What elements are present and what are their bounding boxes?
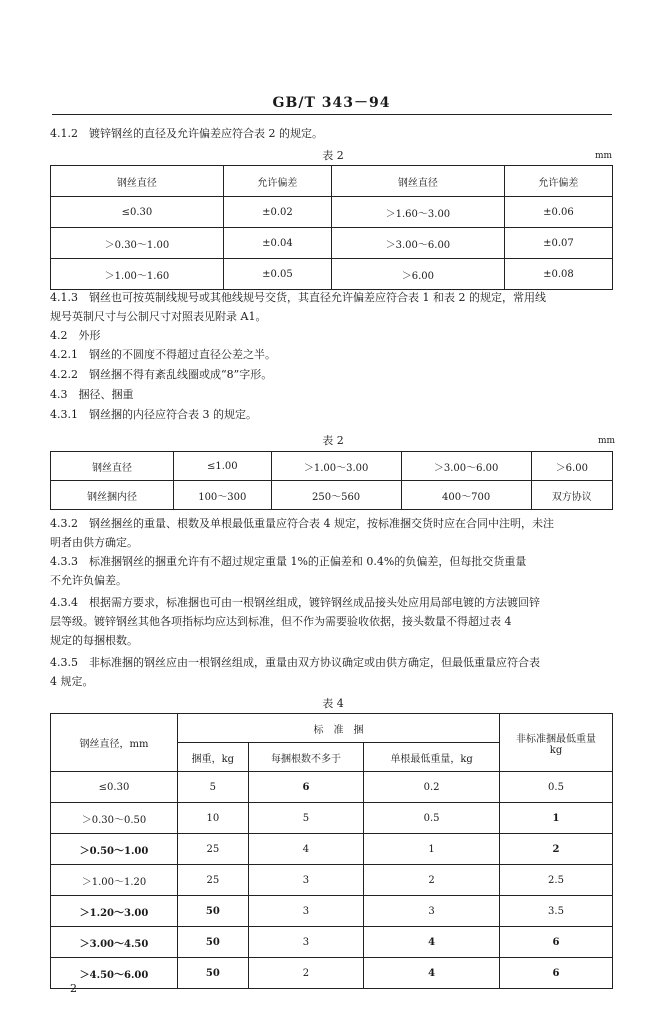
table-cell: 3 <box>364 896 500 927</box>
clause-4-3-1: 4.3.1 钢丝捆的内径应符合表 3 的规定。 <box>50 408 257 421</box>
table-cell: 25 <box>178 834 249 865</box>
clause-4-3-4-line1: 4.3.4 根据需方要求，标准捆也可由一根钢丝组成，镀锌钢丝成品接头处应用局部电镀的方法镀回锌 <box>50 596 540 609</box>
table-cell: 0.2 <box>364 772 500 803</box>
table-cell: ＞1.00～3.00 <box>271 452 401 481</box>
table-cell: ±0.07 <box>504 228 612 259</box>
table-cell: 2 <box>500 834 613 865</box>
table-3 <box>50 451 613 510</box>
clause-4-3-3-line1: 4.3.3 标准捆钢丝的捆重允许有不超过规定重量 1%的正偏差和 0.4%的负偏差，但每批交货重量 <box>50 555 527 568</box>
table-cell: 双方协议 <box>531 481 612 510</box>
table-cell: ±0.08 <box>504 259 612 290</box>
table-header-cell: 钢丝直径 <box>51 166 224 197</box>
table-cell: 400～700 <box>401 481 531 510</box>
table-cell: ＞1.60～3.00 <box>331 197 504 228</box>
table-header-cell: 钢丝直径，mm <box>51 714 178 772</box>
table-cell: 4 <box>364 958 500 989</box>
table-cell: 6 <box>248 772 364 803</box>
table-cell: ±0.04 <box>223 228 331 259</box>
clause-4-3-5-line1: 4.3.5 非标准捆的钢丝应由一根钢丝组成，重量由双方协议确定或由供方确定，但最低重量应符合表 <box>50 656 540 669</box>
table2-caption: 表 2 <box>322 149 344 162</box>
table-header-cell: 允许偏差 <box>223 166 331 197</box>
table-cell: 2.5 <box>500 865 613 896</box>
table-header-line: 非标准捆最低重量 <box>516 733 596 745</box>
table-cell: 50 <box>178 927 249 958</box>
table-cell: 3 <box>248 865 364 896</box>
clause-4-1-2: 4.1.2 镀锌钢丝的直径及允许偏差应符合表 2 的规定。 <box>50 127 323 140</box>
clause-4-3-5-line2: 4 规定。 <box>50 675 94 688</box>
table-cell: ＞0.30～0.50 <box>51 803 178 834</box>
table-cell: ＞3.00～6.00 <box>401 452 531 481</box>
table-row <box>51 481 613 510</box>
table-header-group: 标 准 捆 <box>178 714 500 743</box>
table-row <box>51 896 613 927</box>
clause-4-2-1: 4.2.1 钢丝的不圆度不得超过直径公差之半。 <box>50 348 276 361</box>
table-cell: ≤1.00 <box>174 452 272 481</box>
table-header-cell <box>500 714 613 772</box>
table-cell: 3.5 <box>500 896 613 927</box>
table-cell: 0.5 <box>364 803 500 834</box>
table-row-label: 钢丝直径 <box>51 452 174 481</box>
table-cell: 10 <box>178 803 249 834</box>
table-header-row <box>51 714 613 743</box>
table-cell: 4 <box>248 834 364 865</box>
clause-4-3-4-line2: 层等级。镀锌钢丝其他各项指标均应达到标准，但不作为需要验收依据，接头数量不得超过表 4 <box>50 615 512 628</box>
standard-header: GB/T 343－94 <box>272 95 391 111</box>
table-cell: 50 <box>178 958 249 989</box>
table-row <box>51 197 613 228</box>
table4-caption: 表 4 <box>322 697 344 710</box>
clause-4-3-3-line2: 不允许负偏差。 <box>50 574 127 587</box>
table-cell: 1 <box>364 834 500 865</box>
table-cell: ＞6.00 <box>531 452 612 481</box>
table-cell: ＞6.00 <box>331 259 504 290</box>
table-row <box>51 927 613 958</box>
table-row-label: 钢丝捆内径 <box>51 481 174 510</box>
table-cell: ≤0.30 <box>51 197 224 228</box>
page-number: 2 <box>70 982 77 995</box>
table-row <box>51 865 613 896</box>
table-4 <box>50 713 613 989</box>
table-header-row <box>51 166 613 197</box>
table-cell: ＞1.20～3.00 <box>51 896 178 927</box>
table-cell: 4 <box>364 927 500 958</box>
table-cell: ＞4.50～6.00 <box>51 958 178 989</box>
table-cell: 6 <box>500 958 613 989</box>
clause-4-3-2-line2: 明者由供方确定。 <box>50 536 138 549</box>
table-row <box>51 803 613 834</box>
table-cell: 5 <box>178 772 249 803</box>
table-cell: ＞3.00～6.00 <box>331 228 504 259</box>
table-2 <box>50 165 613 290</box>
table-cell: ＞0.30～1.00 <box>51 228 224 259</box>
clause-4-3-4-line3: 规定的每捆根数。 <box>50 634 138 647</box>
table2-unit: mm <box>595 151 613 161</box>
header-rule <box>52 114 612 115</box>
table-cell: 250～560 <box>271 481 401 510</box>
table-cell: 2 <box>248 958 364 989</box>
table-cell: ＞0.50～1.00 <box>51 834 178 865</box>
table-header-cell: 捆重，kg <box>178 743 249 772</box>
table-row <box>51 228 613 259</box>
clause-4-3: 4.3 捆径、捆重 <box>50 388 134 401</box>
table-cell: ＞3.00～4.50 <box>51 927 178 958</box>
table-header-cell: 允许偏差 <box>504 166 612 197</box>
table-cell: 6 <box>500 927 613 958</box>
table-header-line: kg <box>549 744 563 756</box>
table-cell: 25 <box>178 865 249 896</box>
table-cell: 2 <box>364 865 500 896</box>
clause-4-2: 4.2 外形 <box>50 329 101 342</box>
clause-4-3-2-line1: 4.3.2 钢丝捆丝的重量、根数及单根最低重量应符合表 4 规定，按标准捆交货时应在合同中注明，未注 <box>50 517 554 530</box>
table-cell: 100～300 <box>174 481 272 510</box>
table-header-cell: 钢丝直径 <box>331 166 504 197</box>
table-row <box>51 772 613 803</box>
table-row <box>51 958 613 989</box>
table-header-cell: 单根最低重量，kg <box>364 743 500 772</box>
table-header-cell: 每捆根数不多于 <box>248 743 364 772</box>
table-cell: ≤0.30 <box>51 772 178 803</box>
table3-unit: mm <box>598 436 616 446</box>
table-row <box>51 834 613 865</box>
table-cell: 3 <box>248 927 364 958</box>
clause-4-1-3-line1: 4.1.3 钢丝也可按英制线规号或其他线规号交货，其直径允许偏差应符合表 1 和表 2 的规定，常用线 <box>50 291 546 304</box>
table-cell: 0.5 <box>500 772 613 803</box>
table-cell: ±0.05 <box>223 259 331 290</box>
table3-caption: 表 2 <box>322 434 344 447</box>
table-cell: ±0.02 <box>223 197 331 228</box>
table-cell: 1 <box>500 803 613 834</box>
table-cell: 3 <box>248 896 364 927</box>
table-cell: 5 <box>248 803 364 834</box>
table-cell: ±0.06 <box>504 197 612 228</box>
clause-4-1-3-line2: 规号英制尺寸与公制尺寸对照表见附录 A1。 <box>50 310 267 323</box>
table-cell: ＞1.00～1.60 <box>51 259 224 290</box>
table-row <box>51 259 613 290</box>
table-row <box>51 452 613 481</box>
table-cell: 50 <box>178 896 249 927</box>
clause-4-2-2: 4.2.2 钢丝捆不得有紊乱线圈或成“8”字形。 <box>50 368 273 381</box>
table-cell: ＞1.00～1.20 <box>51 865 178 896</box>
